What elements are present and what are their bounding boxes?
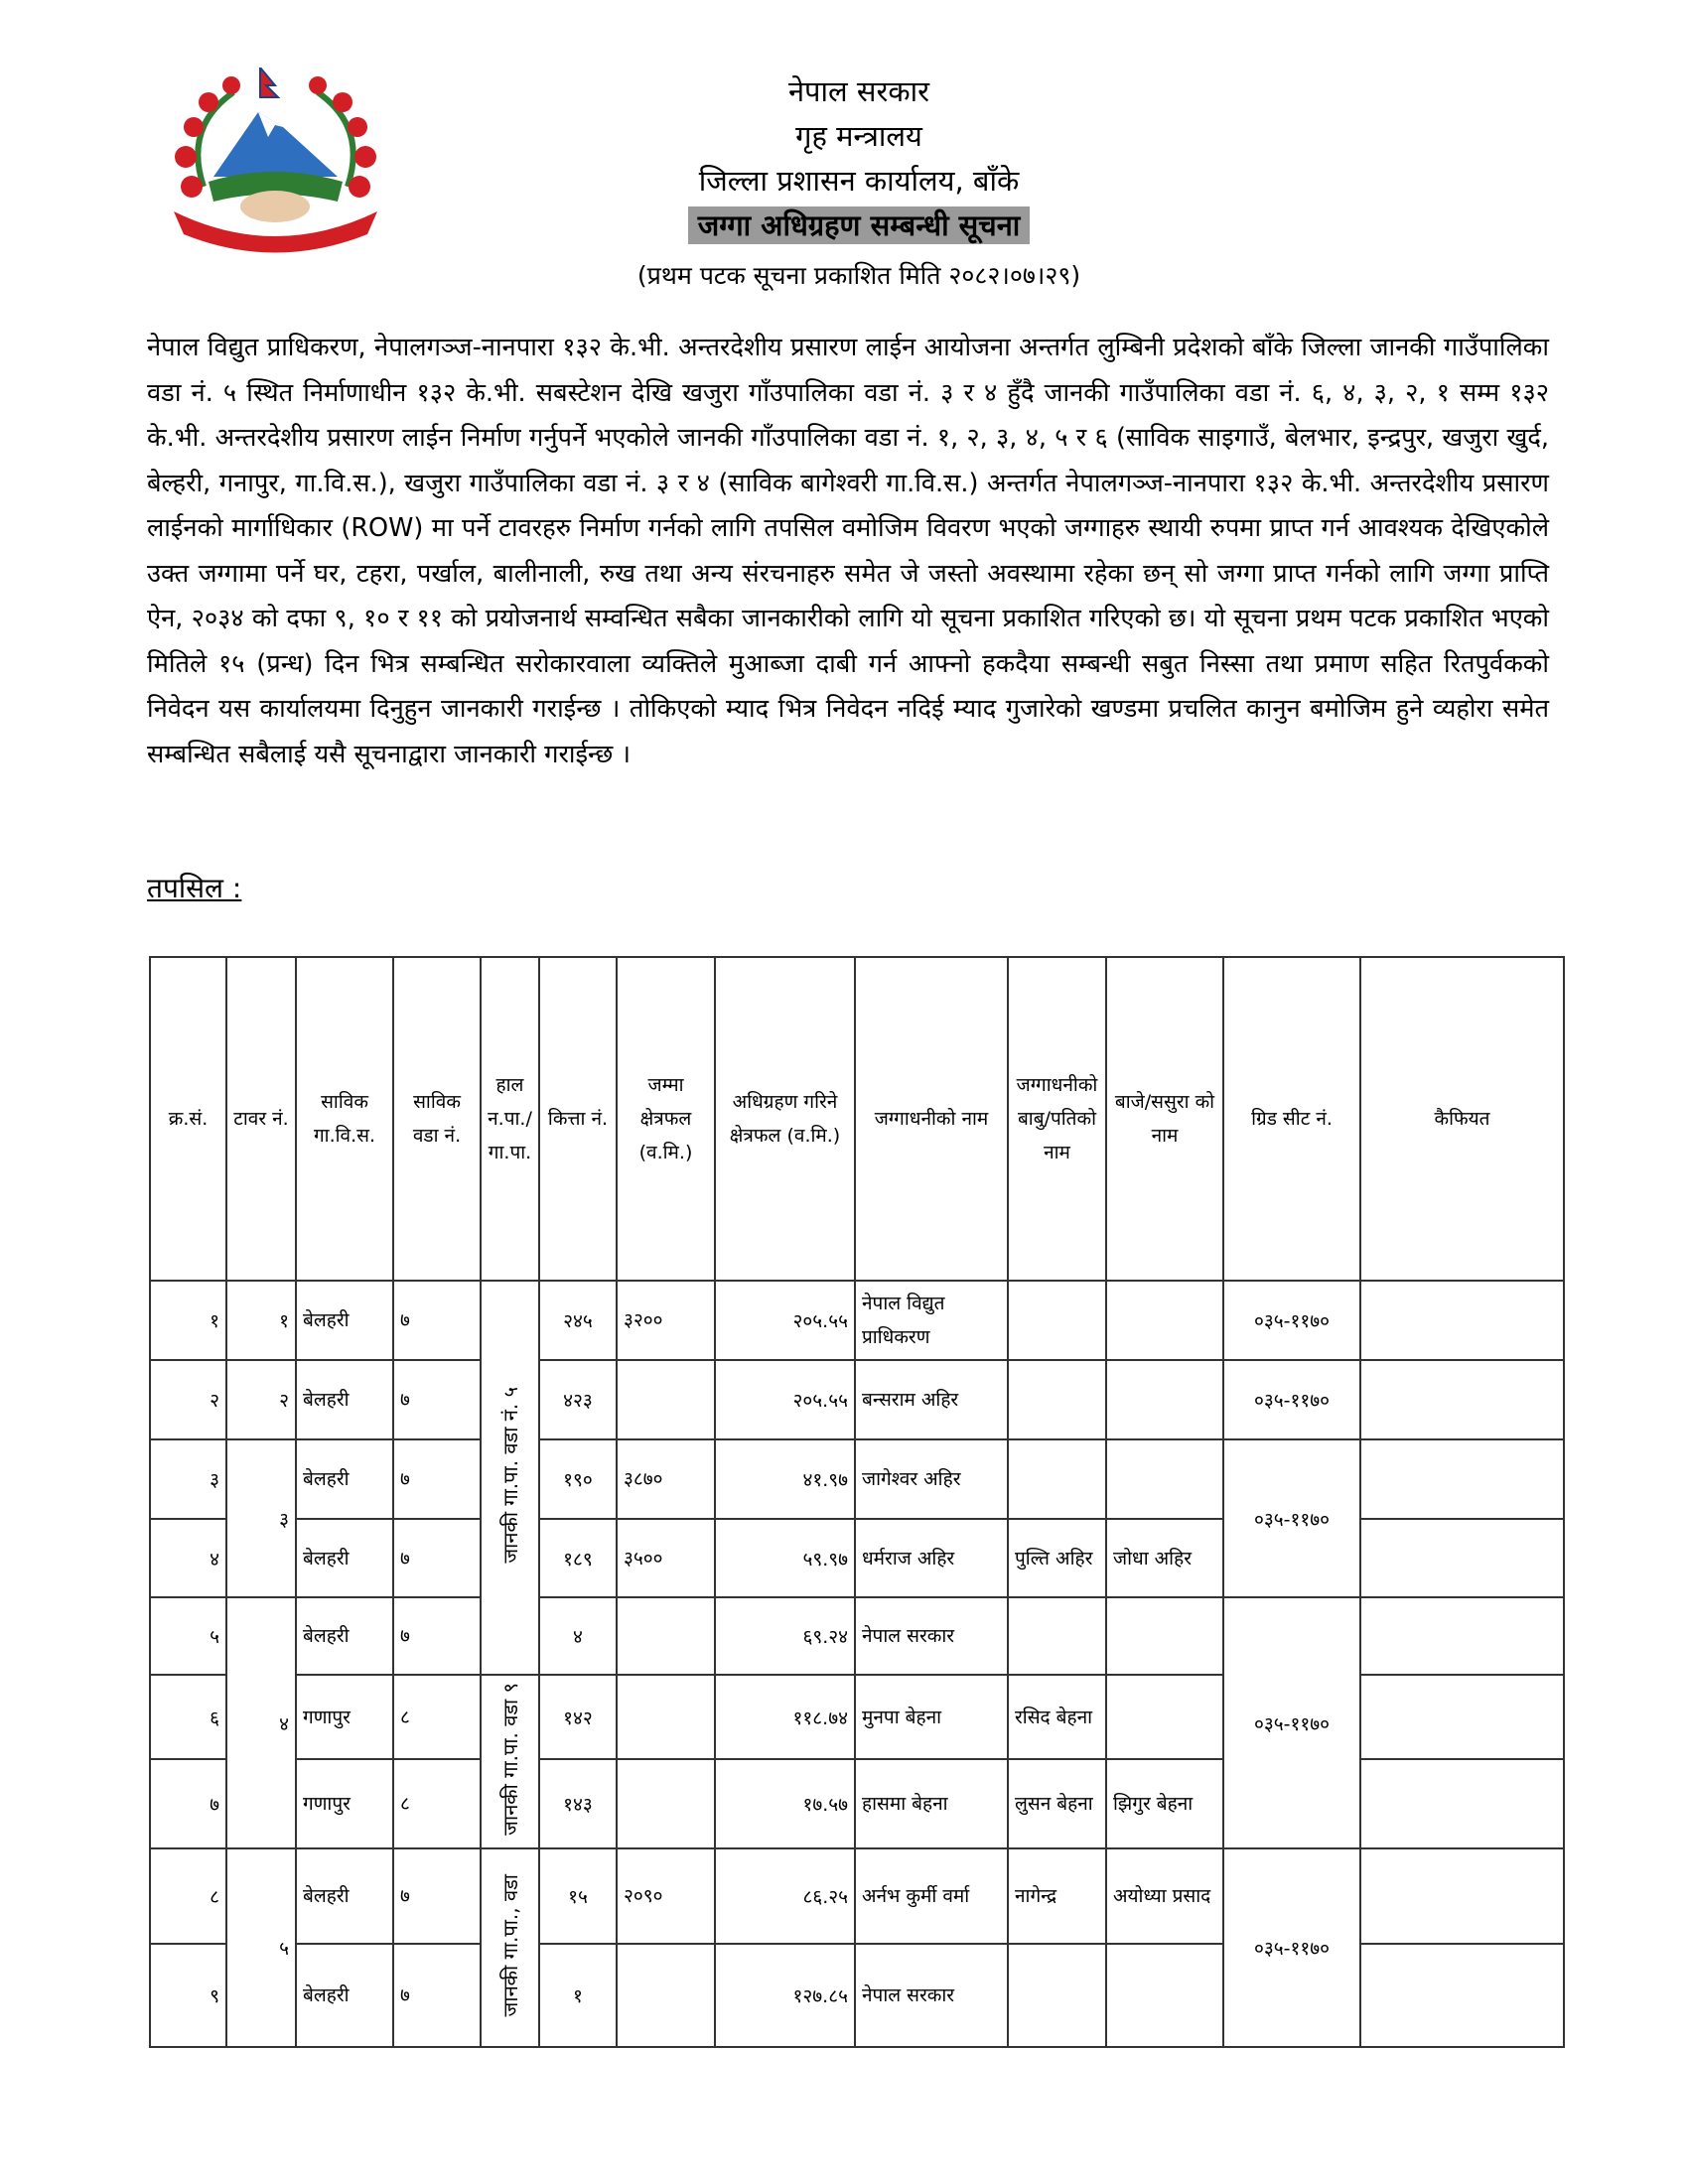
acquired-area-cell: ८६.२५ <box>715 1848 855 1944</box>
father-name-cell: पुल्ति अहिर <box>1008 1519 1106 1597</box>
owner-name-cell: नेपाल विद्युत प्राधिकरण <box>855 1281 1008 1360</box>
header-father-name: जग्गाधनीको बाबु/पतिको नाम <box>1008 957 1106 1281</box>
grandfather-name-cell <box>1106 1597 1223 1675</box>
old-vdc-cell: बेलहरी <box>296 1281 393 1360</box>
table-row <box>150 1848 1564 1944</box>
table-row <box>150 1597 1564 1675</box>
current-municipality-cell <box>481 1281 539 1675</box>
grandfather-name-cell <box>1106 1281 1223 1360</box>
tower-cell: १ <box>226 1281 296 1360</box>
grid-sheet-cell: ०३५-११७० <box>1223 1281 1360 1360</box>
kitta-cell: १४३ <box>539 1759 617 1848</box>
total-area-cell: ३५०० <box>617 1519 715 1597</box>
old-ward-cell: ७ <box>393 1360 481 1439</box>
father-name-cell <box>1008 1597 1106 1675</box>
tower-cell: २ <box>226 1360 296 1439</box>
current-municipality-cell <box>481 1848 539 2047</box>
old-ward-cell: ७ <box>393 1439 481 1519</box>
old-ward-cell: ७ <box>393 1281 481 1360</box>
kitta-cell: १ <box>539 1944 617 2047</box>
total-area-cell <box>617 1597 715 1675</box>
grandfather-name-cell: जोधा अहिर <box>1106 1519 1223 1597</box>
remarks-cell <box>1360 1597 1564 1675</box>
current-municipality-cell <box>481 1675 539 1848</box>
acquired-area-cell: २०५.५५ <box>715 1360 855 1439</box>
header-grid-sheet: ग्रिड सीट नं. <box>1223 957 1360 1281</box>
acquired-area-cell: २०५.५५ <box>715 1281 855 1360</box>
remarks-cell <box>1360 1848 1564 1944</box>
serial-cell: ४ <box>150 1519 226 1597</box>
header-kitta: कित्ता नं. <box>539 957 617 1281</box>
father-name-cell: लुसन बेहना <box>1008 1759 1106 1848</box>
header-ministry: गृह मन्त्रालय <box>795 119 922 153</box>
header-old-ward: साविक वडा नं. <box>393 957 481 1281</box>
total-area-cell <box>617 1360 715 1439</box>
land-acquisition-table <box>149 956 1565 2048</box>
father-name-cell <box>1008 1281 1106 1360</box>
serial-cell: १ <box>150 1281 226 1360</box>
father-name-cell <box>1008 1944 1106 2047</box>
father-name-cell <box>1008 1360 1106 1439</box>
kitta-cell: १८९ <box>539 1519 617 1597</box>
owner-name-cell: नेपाल सरकार <box>855 1597 1008 1675</box>
acquired-area-cell: ५९.९७ <box>715 1519 855 1597</box>
old-vdc-cell: बेलहरी <box>296 1944 393 2047</box>
serial-cell: २ <box>150 1360 226 1439</box>
notice-title <box>556 205 1162 245</box>
total-area-cell <box>617 1944 715 2047</box>
kitta-cell: १४२ <box>539 1675 617 1759</box>
owner-name-cell: अर्नभ कुर्मी वर्मा <box>855 1848 1008 1944</box>
municipality-vertical-text: जानकी गा.पा. वडा ९ <box>498 1683 522 1836</box>
header-government: नेपाल सरकार <box>787 74 930 108</box>
header-office: जिल्ला प्रशासन कार्यालय, बाँके <box>698 164 1020 198</box>
grid-sheet-cell: ०३५-११७० <box>1223 1597 1360 1848</box>
owner-name-cell: मुनपा बेहना <box>855 1675 1008 1759</box>
old-vdc-cell: बेलहरी <box>296 1439 393 1519</box>
remarks-cell <box>1360 1675 1564 1759</box>
municipality-vertical-text: जानकी गा.पा. वडा नं. ५ <box>498 1387 522 1564</box>
notice-title-text: जग्गा अधिग्रहण सम्बन्धी सूचना <box>688 206 1031 244</box>
owner-name-cell: हासमा बेहना <box>855 1759 1008 1848</box>
old-vdc-cell: गणापुर <box>296 1759 393 1848</box>
old-vdc-cell: बेलहरी <box>296 1597 393 1675</box>
table-header-row <box>150 957 1564 1281</box>
total-area-cell <box>617 1759 715 1848</box>
acquired-area-cell: १२७.८५ <box>715 1944 855 2047</box>
remarks-cell <box>1360 1281 1564 1360</box>
acquired-area-cell: ६९.२४ <box>715 1597 855 1675</box>
old-vdc-cell: गणापुर <box>296 1675 393 1759</box>
kitta-cell: ४२३ <box>539 1360 617 1439</box>
grandfather-name-cell <box>1106 1944 1223 2047</box>
grandfather-name-cell <box>1106 1675 1223 1759</box>
old-ward-cell: ७ <box>393 1944 481 2047</box>
header-acquired-area: अधिग्रहण गरिने क्षेत्रफल (व.मि.) <box>715 957 855 1281</box>
remarks-cell <box>1360 1519 1564 1597</box>
acquired-area-cell: ४१.९७ <box>715 1439 855 1519</box>
old-vdc-cell: बेलहरी <box>296 1519 393 1597</box>
acquired-area-cell: १७.५७ <box>715 1759 855 1848</box>
kitta-cell: १५ <box>539 1848 617 1944</box>
serial-cell: ८ <box>150 1848 226 1944</box>
total-area-cell: ३२०० <box>617 1281 715 1360</box>
tower-cell: ५ <box>226 1848 296 2047</box>
remarks-cell <box>1360 1439 1564 1519</box>
father-name-cell: रसिद बेहना <box>1008 1675 1106 1759</box>
acquired-area-cell: ११८.७४ <box>715 1675 855 1759</box>
header-owner-name: जग्गाधनीको नाम <box>855 957 1008 1281</box>
owner-name-cell: बन्सराम अहिर <box>855 1360 1008 1439</box>
header-grandfather-name: बाजे/ससुरा को नाम <box>1106 957 1223 1281</box>
old-ward-cell: ८ <box>393 1759 481 1848</box>
header-total-area: जम्मा क्षेत्रफल (व.मि.) <box>617 957 715 1281</box>
header-old-vdc: साविक गा.वि.स. <box>296 957 393 1281</box>
total-area-cell: ३८७० <box>617 1439 715 1519</box>
old-vdc-cell: बेलहरी <box>296 1360 393 1439</box>
serial-cell: ३ <box>150 1439 226 1519</box>
serial-cell: ९ <box>150 1944 226 2047</box>
header-tower: टावर नं. <box>226 957 296 1281</box>
tower-cell: ३ <box>226 1439 296 1597</box>
grandfather-name-cell: झिगुर बेहना <box>1106 1759 1223 1848</box>
table-row <box>150 1439 1564 1519</box>
old-ward-cell: ८ <box>393 1675 481 1759</box>
grandfather-name-cell <box>1106 1360 1223 1439</box>
kitta-cell: ४ <box>539 1597 617 1675</box>
tower-cell: ४ <box>226 1597 296 1848</box>
notice-body: नेपाल विद्युत प्राधिकरण, नेपालगञ्ज-नानपारा १३२ के.भी. अन्तरदेशीय प्रसारण लाईन आयोजना अन्तर्गत लुम्बिनी प्रदेशको बाँके जिल्ला जानकी गाउँपालिका वडा नं. ५ स्थित निर्माणाधीन १३२ के.भी. सबस्टेशन देखि खजुरा गाँउपालिका वडा नं. ३ र ४ हुँदै जानकी गाउँपालिका वडा नं. ६, ४, ३, २, १ सम्म १३२ के.भी. अन्तरदेशीय प्रसारण लाईन निर्माण गर्नुपर्ने भएकोले जानकी गाँउपालिका वडा नं. १, २, ३, ४, ५ र ६ (साविक साइगाउँ, बेलभार, इन्द्रपुर, खजुरा खुर्द, बेल्हरी, गनापुर, गा.वि.स.), खजुरा गाउँपालिका वडा नं. ३ र ४ (साविक बागेश्वरी गा.वि.स.) अन्तर्गत नेपालगञ्ज-नानपारा १३२ के.भी. अन्तरदेशीय प्रसारण लाईनको मार्गाधिकार (ROW) मा पर्ने टावरहरु निर्माण गर्नको लागि तपसिल वमोजिम विवरण भएको जग्गाहरु स्थायी रुपमा प्राप्त गर्न आवश्यक देखिएकोले उक्त जग्गामा पर्ने घर, टहरा, पर्खाल, बालीनाली, रुख तथा अन्य संरचनाहरु समेत जे जस्तो अवस्थामा रहेका छन् सो जग्गा प्राप्त गर्नको लागि जग्गा प्राप्ति ऐन, २०३४ को दफा ९, १० र ११ को प्रयोजनार्थ सम्वन्धित सबैका जानकारीको लागि यो सूचना प्रकाशित गरिएको छ। यो सूचना प्रथम पटक प्रकाशित भएको मितिले १५ (प्रन्ध) दिन भित्र सम्बन्धित सरोकारवाला व्यक्तिले मुआब्जा दाबी गर्न आफ्नो हकदैया सम्बन्धी सबुत निस्सा तथा प्रमाण सहित रितपुर्वकको निवेदन यस कार्यालयमा दिनुहुन जानकारी गराईन्छ । तोकिएको म्याद भित्र निवेदन नदिई म्याद गुजारेको खण्डमा प्रचलित कानुन बमोजिम हुने व्यहोरा समेत सम्बन्धित सबैलाई यसै सूचनाद्वारा जानकारी गराईन्छ । <box>147 333 1549 769</box>
old-ward-cell: ७ <box>393 1848 481 1944</box>
table-row <box>150 1281 1564 1360</box>
grandfather-name-cell: अयोध्या प्रसाद <box>1106 1848 1223 1944</box>
father-name-cell: नागेन्द्र <box>1008 1848 1106 1944</box>
kitta-cell: २४५ <box>539 1281 617 1360</box>
header-current-municipality: हाल न.पा./गा.पा. <box>481 957 539 1281</box>
grandfather-name-cell <box>1106 1439 1223 1519</box>
serial-cell: ५ <box>150 1597 226 1675</box>
father-name-cell <box>1008 1439 1106 1519</box>
grid-sheet-cell: ०३५-११७० <box>1223 1439 1360 1597</box>
notice-subtitle: (प्रथम पटक सूचना प्रकाशित मिति २०८२।०७।२९) <box>636 261 1081 290</box>
old-ward-cell: ७ <box>393 1519 481 1597</box>
tapsil-heading: तपसिल : <box>147 872 242 904</box>
header-remarks: कैफियत <box>1360 957 1564 1281</box>
remarks-cell <box>1360 1360 1564 1439</box>
nepal-emblem-logo <box>164 68 387 256</box>
table-row <box>150 1360 1564 1439</box>
grid-sheet-cell: ०३५-११७० <box>1223 1848 1360 2047</box>
old-vdc-cell: बेलहरी <box>296 1848 393 1944</box>
owner-name-cell: जागेश्वर अहिर <box>855 1439 1008 1519</box>
total-area-cell <box>617 1675 715 1759</box>
header-serial: क्र.सं. <box>150 957 226 1281</box>
remarks-cell <box>1360 1944 1564 2047</box>
grid-sheet-cell: ०३५-११७० <box>1223 1360 1360 1439</box>
owner-name-cell: नेपाल सरकार <box>855 1944 1008 2047</box>
old-ward-cell: ७ <box>393 1597 481 1675</box>
remarks-cell <box>1360 1759 1564 1848</box>
kitta-cell: १९० <box>539 1439 617 1519</box>
owner-name-cell: धर्मराज अहिर <box>855 1519 1008 1597</box>
total-area-cell: २०९० <box>617 1848 715 1944</box>
serial-cell: ७ <box>150 1759 226 1848</box>
municipality-vertical-text: जानकी गा.पा., वडा <box>498 1873 522 2017</box>
serial-cell: ६ <box>150 1675 226 1759</box>
